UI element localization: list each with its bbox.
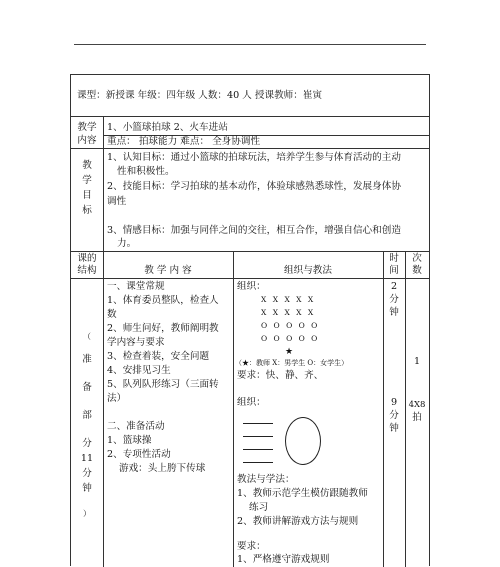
goals-label-3: 目 (82, 190, 92, 201)
content-topics: 1、小篮球拍球 2、火车进站 (107, 122, 228, 133)
org-header: 组织与教法 (284, 265, 332, 276)
content-label-1: 教学 (77, 122, 97, 133)
routine-title: 一、课堂常规 (107, 281, 165, 292)
routine-item-1: 1、体育委员整队，检查人 (107, 295, 219, 306)
time1-value: 2 (390, 281, 398, 292)
goal-skill-cont: 调性 (107, 196, 127, 207)
time2-unit-2: 钟 (389, 423, 399, 434)
formation-row-2: X X X X X (261, 308, 316, 317)
routine-item-2-cont: 学内容与要求 (107, 337, 165, 348)
routine-item-2: 2、师生问好，教师阐明教 (107, 323, 219, 334)
org-label-2: 组织： (237, 397, 266, 408)
time1-unit-1: 分 (389, 294, 399, 305)
requirement-title: 要求： (237, 541, 266, 552)
key-points: 重点： 拍球能力 难点： 全身协调性 (107, 136, 261, 147)
count2-unit: 拍 (412, 412, 422, 423)
count1-value: 1 (413, 356, 421, 367)
section-label-5: 11 (80, 453, 94, 464)
requirement-rule-1: 1、严格遵守游戏规则 (237, 554, 330, 565)
formation-row-3: O O O O O (261, 321, 320, 330)
warmup-item-1: 1、篮球操 (107, 435, 152, 446)
col-divider (233, 251, 234, 567)
routine-item-3: 3、检查着装，安全问题 (107, 351, 210, 362)
goal-cognitive-cont: 性和积极性。 (117, 166, 175, 177)
content-header: 教 学 内 容 (144, 265, 192, 276)
routine-item-1-cont: 数 (107, 309, 117, 320)
count2-value: 4X8 (408, 400, 426, 410)
header-rule (74, 44, 426, 45)
goals-label-2: 学 (82, 175, 92, 186)
structure-header-2: 结构 (77, 265, 97, 276)
time-header-1: 时 (389, 253, 399, 264)
goal-emotion-cont: 力。 (117, 238, 137, 249)
count-header-1: 次 (412, 253, 422, 264)
section-label-1: 准 (82, 354, 92, 365)
section-label-3: 部 (82, 410, 92, 421)
routine-item-4: 4、安排见习生 (107, 365, 171, 376)
routine-item-5: 5、队列队形练习（三面转 (107, 379, 219, 390)
formation-row-4: O O O O O (261, 334, 320, 343)
goal-cognitive: 1、认知目标：通过小篮球的拍球玩法，培养学生参与体育活动的主动 (107, 152, 401, 163)
goal-skill: 2、技能目标：学习拍球的基本动作，体验球感熟悉球性，发展身体协 (107, 181, 401, 192)
col-divider (103, 116, 104, 567)
content-label-2: 内容 (77, 135, 97, 146)
section-paren-open: （ (83, 332, 91, 341)
section-label-7: 钟 (82, 483, 92, 494)
warmup-game: 游戏：头上胯下传球 (119, 463, 206, 474)
formation-row-1: X X X X X (261, 295, 316, 304)
method-1: 1、教师示范学生模仿跟随教师 (237, 488, 368, 499)
field-line (243, 449, 273, 450)
time2-value: 9 (390, 397, 398, 408)
section-paren-close: ） (83, 509, 91, 518)
method-1-cont: 练习 (249, 502, 269, 513)
count-header-2: 数 (412, 265, 422, 276)
section-label-6: 分 (82, 468, 92, 479)
row-divider (71, 278, 429, 279)
section-label-4: 分 (82, 438, 92, 449)
goal-emotion: 3、情感目标：加强与同伴之间的交往，相互合作，增强自信心和创造 (107, 225, 401, 236)
circle-formation (285, 417, 321, 465)
formation-legend: （★：教师 X：男学生 O：女学生） (235, 359, 349, 367)
method-title: 教法与学法： (237, 474, 295, 485)
row-divider (71, 251, 429, 252)
goals-label-4: 标 (82, 205, 92, 216)
time2-unit-1: 分 (389, 410, 399, 421)
method-2: 2、教师讲解游戏方法与规则 (237, 516, 359, 527)
goals-label-1: 教 (82, 160, 92, 171)
warmup-title: 二、准备活动 (107, 421, 165, 432)
row-divider (71, 116, 429, 117)
time1-unit-2: 钟 (389, 307, 399, 318)
requirement-1: 要求：快、静、齐、 (237, 370, 324, 381)
routine-item-5-cont: 法） (107, 393, 127, 404)
section-label-2: 备 (82, 382, 92, 393)
lesson-info: 课型：新授课 年级：四年级 人数：40 人 授课教师：崔寅 (77, 90, 323, 101)
org-label-1: 组织： (237, 281, 266, 292)
field-line (243, 423, 273, 424)
teacher-star-icon: ★ (285, 347, 294, 357)
warmup-item-2: 2、专项性活动 (107, 449, 171, 460)
field-line (243, 462, 273, 463)
lesson-plan-table (70, 74, 430, 566)
field-line (243, 436, 273, 437)
structure-header-1: 课的 (77, 253, 97, 264)
time-header-2: 间 (389, 265, 399, 276)
